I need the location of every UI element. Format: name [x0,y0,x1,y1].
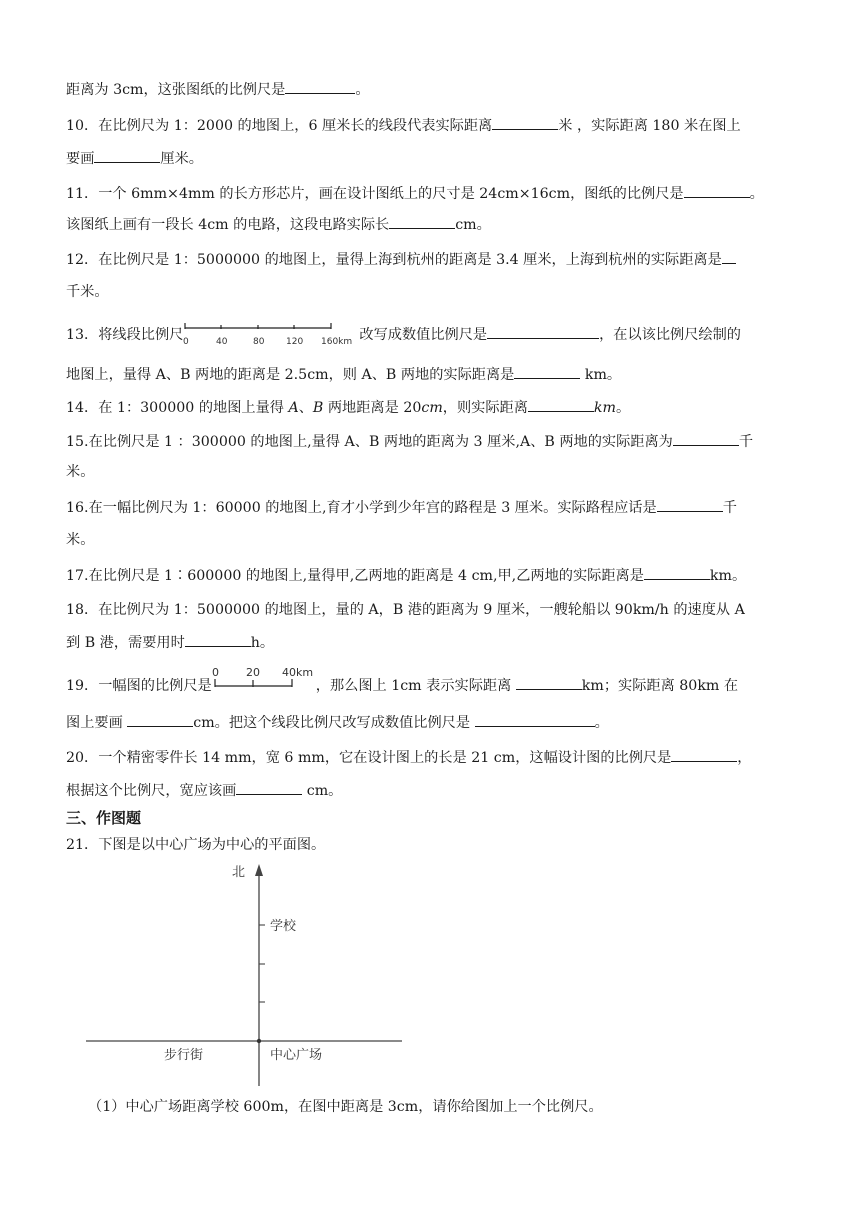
q14-line [66,397,800,418]
q19-text-end: km；实际距离 80km 在 [581,678,739,694]
q12-line2 [66,282,800,302]
q11-line1 [66,183,800,204]
answer-blank[interactable] [94,148,160,163]
q11-text: 11．一个 6mm×4mm 的长方形芯片，画在设计图纸上的尺寸是 24cm×16cm，图纸的比例尺是 [66,186,684,202]
q14-text-mid2: ，则实际距离 [442,400,528,416]
section-heading: 三、作图题 [66,809,142,827]
q18-text-2: 到 B 港，需要用时 [66,635,185,651]
q16-line2 [66,530,800,550]
plaza-map-figure [86,860,406,1088]
q18-line2 [66,632,800,653]
q19-tick-20: 20 [245,666,260,679]
q21-intro [66,835,800,855]
q12-text-2: 千米。 [66,284,109,300]
q14-sep: 、 [298,400,313,416]
q17-text-end: km。 [709,568,747,584]
q11-line2 [66,214,800,235]
q15-text: 15.在比例尺是 1 ：300000 的地图上,量得 A、B 两地的距离为 3 厘米,A、B 两地的实际距离为 [66,434,673,450]
q19-text-2: 图上要画 [66,715,128,731]
answer-blank[interactable] [285,79,355,94]
q10-text-mid: 米 ，实际距离 180 米在图上 [558,118,741,134]
north-label: 北 [232,865,246,880]
q13-text-2-end: km。 [580,367,622,383]
q9-text-end: 。 [355,82,370,98]
north-arrow-icon [255,864,263,876]
answer-blank[interactable] [722,249,736,264]
q14-text-end: 。 [615,400,631,416]
q14-text-mid: 两地距离是 20 [323,400,422,416]
q15-text-end: 千 [738,434,754,450]
q19-text: 19．一幅图的比例尺是 [66,678,212,694]
q20-text-end: ， [737,750,752,766]
q15-line1 [66,431,800,452]
answer-blank[interactable] [528,397,594,412]
q10-line1 [66,115,800,136]
answer-blank[interactable] [236,780,302,795]
q11-text-end: 。 [749,186,764,202]
answer-blank[interactable] [673,431,739,446]
q13-line2 [66,364,800,385]
answer-blank[interactable] [487,324,599,339]
q13-tick-40: 40 [216,337,228,347]
q19-text-2-mid: cm。把这个线段比例尺改写成数值比例尺是 [193,715,475,731]
q13-text: 13．将线段比例尺 [66,327,184,343]
q21-sub1 [88,1097,800,1117]
q20-line2 [66,780,800,801]
q14-point-a: A [288,400,299,416]
q11-text-2-end: cm。 [455,217,491,233]
q10-text: 10．在比例尺为 1：2000 的地图上，6 厘米长的线段代表实际距离 [66,118,493,134]
q10-text-2-end: 厘米。 [160,151,203,167]
q21-text: 21．下图是以中心广场为中心的平面图。 [66,837,326,853]
q18-line1 [66,600,800,620]
plaza-point-icon [257,1039,261,1043]
q13-tick-120: 120 [286,337,304,347]
q19-line1 [66,666,800,700]
q14-point-b: B [312,400,324,416]
q17-text: 17.在比例尺是 1∶600000 的地图上,量得甲,乙两地的距离是 4 cm,甲,乙两地的实际距离是 [66,568,644,584]
q16-text-2: 米。 [66,532,95,548]
q10-text-2: 要画 [66,151,95,167]
plaza-label: 中心广场 [270,1048,323,1063]
q13-text-end: ，在以该比例尺绘制的 [599,327,741,343]
q14-unit-km: km [593,400,616,416]
q19-scale-bar [212,666,316,694]
q20-text: 20．一个精密零件长 14 mm，宽 6 mm，它在设计图上的长是 21 cm，这幅设计图的比例尺是 [66,750,672,766]
answer-blank[interactable] [389,214,455,229]
q13-line1 [66,322,800,348]
q9-text: 距离为 3cm，这张图纸的比例尺是 [66,82,286,98]
q13-text-2: 地图上，量得 A、B 两地的距离是 2.5cm，则 A、B 两地的实际距离是 [66,367,515,383]
q15-text-2: 米。 [66,464,95,480]
q19-text-mid: ，那么图上 1cm 表示实际距离 [315,678,516,694]
answer-blank[interactable] [475,712,595,727]
answer-blank[interactable] [516,675,582,690]
school-label: 学校 [270,919,297,934]
q10-line2 [66,148,800,169]
q21-sub1-text: （1）中心广场距离学校 600m，在图中距离是 3cm，请你给图加上一个比例尺。 [88,1099,603,1115]
answer-blank[interactable] [684,183,750,198]
q14-text: 14．在 1：300000 的地图上量得 [66,400,289,416]
q15-line2 [66,462,800,482]
q13-tick-160km: 160km [321,337,353,347]
q17-line [66,565,800,586]
q12-text: 12．在比例尺是 1：5000000 的地图上，量得上海到杭州的距离是 3.4 厘米，上海到杭州的实际距离是 [66,252,722,268]
q13-scale-bar [183,322,359,348]
q19-text-2-end: 。 [594,715,609,731]
q13-text-mid: 改写成数值比例尺是 [359,327,488,343]
q20-text-2: 根据这个比例尺，宽应该画 [66,783,237,799]
q16-line1 [66,497,800,518]
q9-tail [66,79,800,100]
q13-tick-80: 80 [253,337,265,347]
q16-text: 16.在一幅比例尺为 1：60000 的地图上,育才小学到少年宫的路程是 3 厘米。实际路程应话是 [66,500,657,516]
q18-text: 18．在比例尺为 1：5000000 的地图上，量的 A，B 港的距离为 9 厘米，一艘轮船以 90km/h 的速度从 A [66,602,745,618]
q14-unit-cm: cm [421,400,443,416]
q19-tick-0: 0 [211,666,219,679]
q20-line1 [66,747,800,768]
q18-text-2-end: h。 [250,635,275,651]
answer-blank[interactable] [671,747,737,762]
q11-text-2: 该图纸上画有一段长 4cm 的电路，这段电路实际长 [66,217,390,233]
answer-blank[interactable] [127,712,193,727]
answer-blank[interactable] [644,565,710,580]
answer-blank[interactable] [185,632,251,647]
answer-blank[interactable] [514,364,580,379]
street-label: 步行街 [164,1048,204,1063]
q19-line2 [66,712,800,733]
q19-tick-40km: 40km [281,666,313,679]
q20-text-2-end: cm。 [302,783,343,799]
answer-blank[interactable] [657,497,723,512]
q12-line1 [66,249,800,270]
q13-tick-0: 0 [183,337,190,347]
q16-text-end: 千 [722,500,737,516]
answer-blank[interactable] [492,115,558,130]
